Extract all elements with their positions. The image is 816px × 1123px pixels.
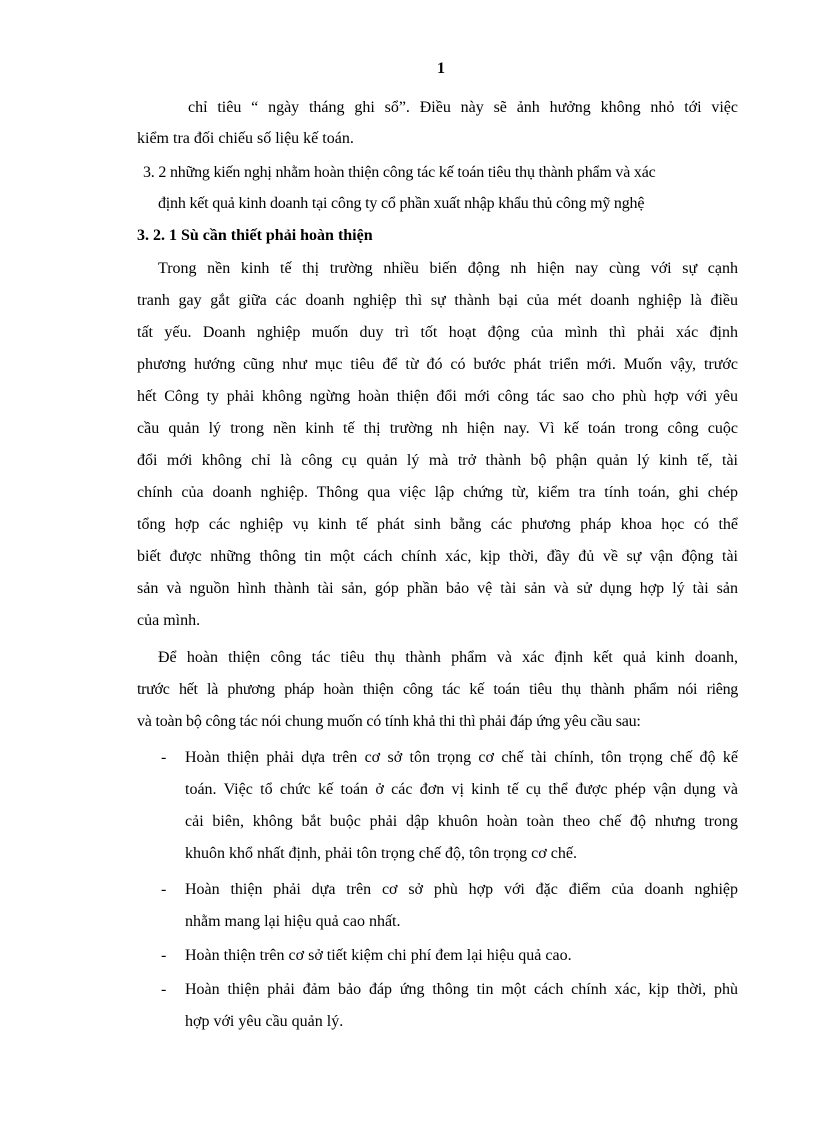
bullet-2-line-2: nhằm mang lại hiệu quả cao nhất. <box>185 913 401 930</box>
bullet-1-line-4: khuôn khổ nhất định, phải tôn trọng chế độ, tôn trọng cơ chế. <box>185 845 577 862</box>
subheading: 3. 2. 1 Sù cần thiết phải hoàn thiện <box>137 227 373 244</box>
bullet-1-line-1: Hoàn thiện phải dựa trên cơ sở tôn trọng cơ chế tài chính, tôn trọng chế độ kế <box>185 749 738 766</box>
paragraph1-line-12: của mình. <box>137 612 201 629</box>
paragraph1-line-10: biết được những thông tin một cách chính xác, kịp thời, đầy đủ về sự vận động tài <box>137 548 738 565</box>
bullet-4-line-1: Hoàn thiện phải đảm bảo đáp ứng thông tin một cách chính xác, kịp thời, phù <box>185 981 738 998</box>
bullet-2-line-1: Hoàn thiện phải dựa trên cơ sở phù hợp với đặc điểm của doanh nghiệp <box>185 881 738 898</box>
paragraph2-line-3: và toàn bộ công tác nói chung muốn có tính khả thi thì phải đáp ứng yêu cầu sau: <box>137 713 641 730</box>
paragraph1-line-4: phương hướng cũng như mục tiêu để từ đó có bước phát triển mới. Muốn vậy, trước <box>137 356 738 373</box>
bullet-1-line-3: cải biên, không bắt buộc phải dập khuôn hoàn toàn theo chế độ nhưng trong <box>185 813 738 830</box>
bullet-4-line-2: hợp với yêu cầu quản lý. <box>185 1013 344 1030</box>
paragraph1-line-9: tổng hợp các nghiệp vụ kinh tế phát sinh bằng các phương pháp khoa học có thể <box>137 516 738 533</box>
intro-line-2: kiểm tra đối chiếu số liệu kế toán. <box>137 130 354 147</box>
paragraph2-line-1: Để hoàn thiện công tác tiêu thụ thành phẩm và xác định kết quả kinh doanh, <box>158 649 738 666</box>
paragraph1-line-2: tranh gay gắt giữa các doanh nghiệp thì sự thành bại của mét doanh nghiệp là điều <box>137 292 738 309</box>
paragraph1-line-11: sản và nguồn hình thành tài sản, góp phần bảo vệ tài sản và sử dụng hợp lý tài sản <box>137 580 738 597</box>
paragraph1-line-6: cầu quản lý trong nền kinh tế thị trường nh hiện nay. Vì kế toán trong công cuộc <box>137 420 738 437</box>
paragraph1-line-1: Trong nền kinh tế thị trường nhiều biến động nh hiện nay cùng với sự cạnh <box>158 260 738 277</box>
bullet-1-line-2: toán. Việc tổ chức kế toán ở các đơn vị kinh tế cụ thể được phép vận dụng và <box>185 781 738 798</box>
bullet-3-line-1: Hoàn thiện trên cơ sở tiết kiệm chi phí đem lại hiệu quả cao. <box>185 947 572 964</box>
paragraph1-line-7: đổi mới không chỉ là công cụ quản lý mà trở thành bộ phận quản lý kinh tế, tài <box>137 452 738 469</box>
section-title-line-1: 3. 2 những kiến nghị nhằm hoàn thiện công tác kế toán tiêu thụ thành phẩm và xác <box>143 164 656 181</box>
paragraph1-line-3: tất yếu. Doanh nghiệp muốn duy trì tốt hoạt động của mình thì phải xác định <box>137 324 738 341</box>
bullet-1-marker: - <box>161 749 167 766</box>
intro-line-1: chỉ tiêu “ ngày tháng ghi sổ”. Điều này sẽ ảnh hưởng không nhỏ tới việc <box>188 99 738 116</box>
page-number: 1 <box>437 60 445 77</box>
bullet-4-marker: - <box>161 981 167 998</box>
paragraph1-line-5: hết Công ty phải không ngừng hoàn thiện đổi mới công tác sao cho phù hợp với yêu <box>137 388 738 405</box>
section-title-line-2: định kết quả kinh doanh tại công ty cổ phần xuất nhập khẩu thủ công mỹ nghệ <box>158 195 645 212</box>
bullet-3-marker: - <box>161 947 167 964</box>
paragraph1-line-8: chính của doanh nghiệp. Thông qua việc lập chứng từ, kiểm tra tính toán, ghi chép <box>137 484 738 501</box>
paragraph2-line-2: trước hết là phương pháp hoàn thiện công tác kế toán tiêu thụ thành phẩm nói riêng <box>137 681 738 698</box>
bullet-2-marker: - <box>161 881 167 898</box>
